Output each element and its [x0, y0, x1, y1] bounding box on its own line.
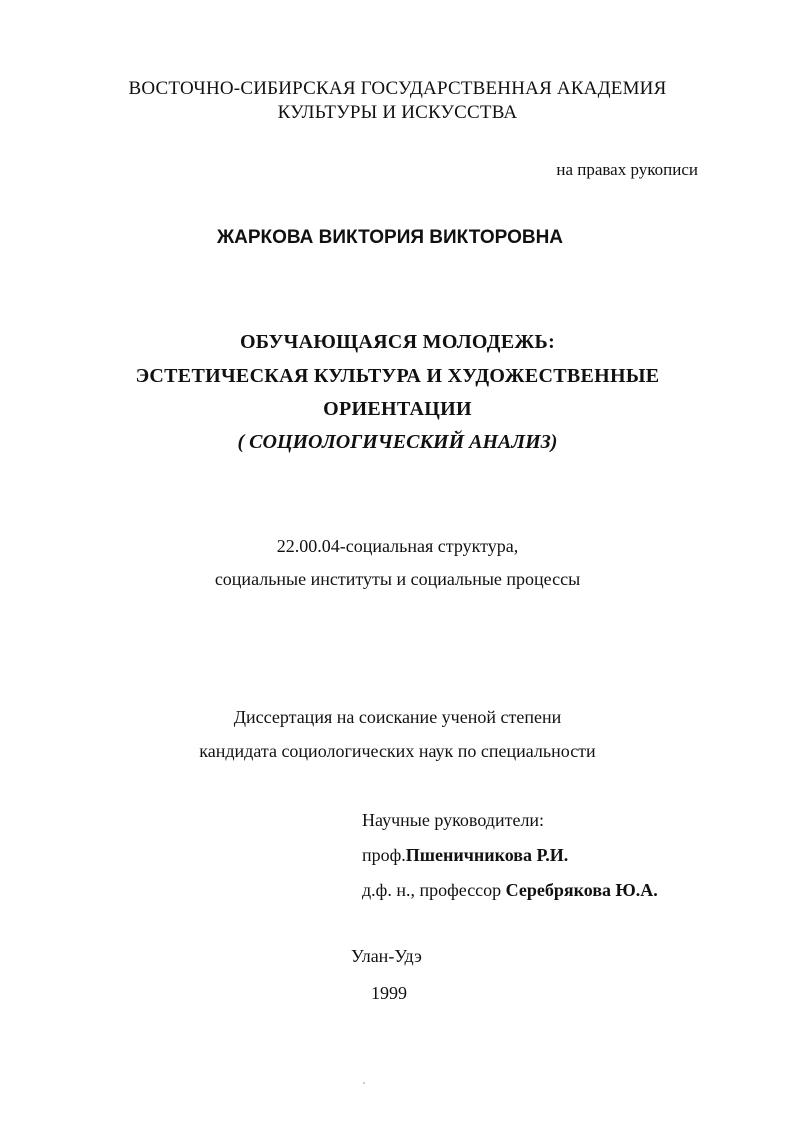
- author-name: ЖАРКОВА ВИКТОРИЯ ВИКТОРОВНА: [216, 227, 564, 248]
- supervisor-1-name: Пшеничникова Р.И.: [405, 845, 569, 865]
- title-subtitle: ( СОЦИОЛОГИЧЕСКИЙ АНАЛИЗ): [237, 431, 558, 453]
- scan-speck: [363, 1082, 365, 1084]
- specialty-line-2: социальные институты и социальные процессы: [214, 569, 581, 589]
- year: 1999: [371, 983, 407, 1003]
- supervisor-2-name: Серебрякова Ю.А.: [505, 880, 658, 900]
- institution-line-2: КУЛЬТУРЫ И ИСКУССТВА: [277, 102, 518, 123]
- supervisor-1-prefix: проф.: [362, 845, 406, 865]
- supervisors-heading: Научные руководители:: [362, 810, 545, 830]
- supervisor-2-prefix: д.ф. н., профессор: [362, 880, 506, 900]
- city: Улан-Удэ: [351, 946, 422, 966]
- specialty-line-1: 22.00.04-социальная структура,: [276, 536, 519, 556]
- supervisor-1: [362, 846, 568, 864]
- institution-line-1: ВОСТОЧНО-СИБИРСКАЯ ГОСУДАРСТВЕННАЯ АКАДЕМИЯ: [128, 78, 667, 99]
- title-line-3: ОРИЕНТАЦИИ: [323, 398, 472, 420]
- title-line-2: ЭСТЕТИЧЕСКАЯ КУЛЬТУРА И ХУДОЖЕСТВЕННЫЕ: [135, 365, 660, 387]
- manuscript-rights-note: на правах рукописи: [556, 160, 698, 179]
- dissertation-line-2: кандидата социологических наук по специальности: [199, 741, 596, 761]
- dissertation-line-1: Диссертация на соискание ученой степени: [233, 707, 562, 727]
- supervisor-2: [362, 881, 658, 899]
- title-line-1: ОБУЧАЮЩАЯСЯ МОЛОДЕЖЬ:: [239, 331, 556, 353]
